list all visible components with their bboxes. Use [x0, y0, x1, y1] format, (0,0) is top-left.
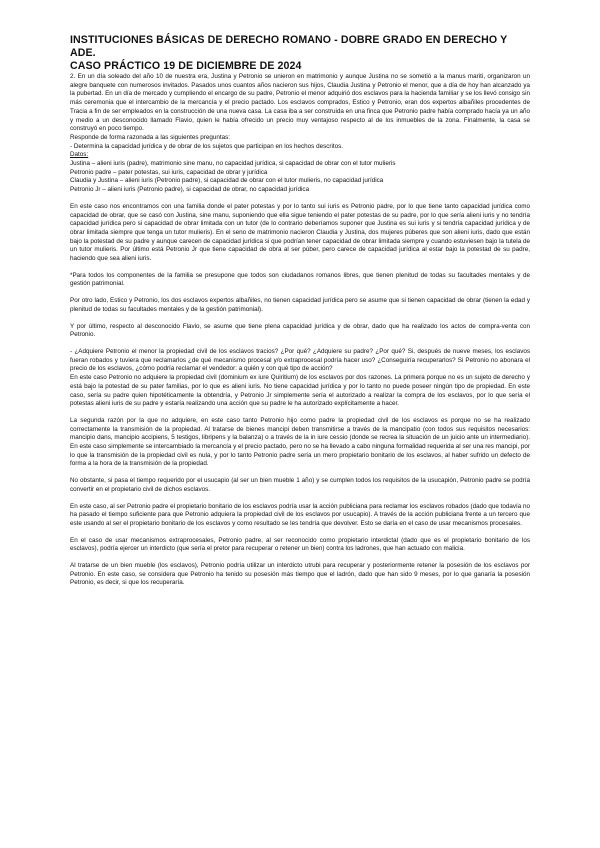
data-item: Claudia y Justina – alieni iuris (Petronio padre), si capacidad de obrar con el tutor mulieris, no capacidad jurídica: [70, 177, 384, 185]
answer-paragraph: En este caso, al ser Petronio padre el propietario bonitario de los esclavos podría usar la acción publiciana para reclamar los esclavos robados (dado que todavía no ha pasado el tiempo suficiente para que Petronio adquiera la propiedad civil de los esclavos por usucapio). A través de la acción publiciana frente a un tercero que este usando al ser el propietario bonitario de los esclavos y como resultado se les tendría que devolver. Esto se daría en el caso de usar mecanismos procesales.: [70, 502, 530, 527]
answer-paragraph: Y por último, respecto al desconocido Flavio, se asume que tiene plena capacidad jurídica y de obrar, dado que ha realizado los actos de compra-venta con Petronio.: [70, 322, 530, 339]
answer-paragraph: La segunda razón por la que no adquiere, en este caso tanto Petronio hijo como padre la propiedad civil de los esclavos es porque no se ha realizado correctamente la transmisión de la propiedad. Al tratarse de bienes mancipi deben transmitirse a través de la mancipatio (con todos sus requisitos necesarios: mancipio dans, mancipio accipiens, 5 testigos, libripens y la balanza) o a través de la in iure cessio (donde se recrea la situación de un juicio ante un intermediario). En este caso simplemente se intercambiado la mercancía y el precio pactado, pero no se ha llevado a cabo ninguna formalidad requerida al ser una res mancipi, por lo que la transmisión de la propiedad civil es nula, y por lo tanto Petronio padre sería un mero propietario bonitario de los esclavos, al haber sufrido un defecto de forma a la hora de la transmisión de la propiedad.: [70, 416, 530, 468]
case-question-1: - Determina la capacidad jurídica y de obrar de los sujetos que participan en los hechos descritos.: [70, 142, 344, 150]
answer-note: *Para todos los componentes de la familia se presupone que todos son ciudadanos romanos libres, que tienen plenitud de todas su facultades mentales y de gestión patrimonial.: [70, 271, 530, 288]
data-item: Justina – alieni iuris (padre), matrimonio sine manu, no capacidad jurídica, si capacidad de obrar con el tutor mulieris: [70, 160, 396, 168]
document-title-line-2: CASO PRÁCTICO 19 DE DICIEMBRE DE 2024: [70, 60, 302, 72]
data-item: Petronio Jr – alieni iuris (Petronio padre), si capacidad de obrar, no capacidad jurídica: [70, 186, 310, 194]
answer-paragraph: En este caso nos encontramos con una familia donde el pater potestas y por lo tanto sui iuris es Petronio padre, por lo que tiene tanto capacidad jurídica como capacidad de obrar, que se casó con Justina, sine manu, suponiendo que ella sigue teniendo el pater potestas de su padre, por lo que sería alieni iuris y no tendría capacidad jurídica pero si capacidad de obrar limitada con un tutor (de lo contrario deberíamos suponer que Justina es sui iuris y si tendría capacidad jurídica y de obrar limitada siempre que tenga un tutor mulieris). En el seno de matrimonio nacieron Claudia y Justina, dos mujeres púberes que son alieni iuris, dado que están bajo la potestad de su padre y aunque carecen de capacidad jurídica si que podrían tener capacidad de obrar limitada siempre y cuando estuviesen bajo la tutela de un tutor mulieris. Por último está Petronio Jr que tiene capacidad de obra al ser púber, pero carece de capacidad jurídica al estar bajo la potestad de su padre, haciendo que sea alieni iuris.: [70, 202, 530, 263]
answer-paragraph: Por otro lado, Estico y Petronio, los dos esclavos expertos albañiles, no tienen capacidad jurídica pero se asume que si tienen capacidad de obrar (tienen la edad y plenitud de todas su facultades mentales y de la gestión patrimonial).: [70, 297, 530, 313]
answer-paragraph: En el caso de usar mecanismos extraprocesales, Petronio padre, al ser reconocido como propietario interdictal (dado que es el propietario bonitario de los esclavos), podría ejercer un interdicto (que sería el pretor para recuperar o retener un bien) contra los ladrones, que han actuado con malicia.: [70, 536, 530, 553]
case-prompt: Responde de forma razonada a las siguientes preguntas:: [70, 133, 230, 141]
answer-paragraph: En este caso Petronio no adquiere la propiedad civil (dominium ex iure Quiritium) de los esclavos por dos razones. La primera porque no es un sujeto de derecho y está bajo la potestad de su pater familias, por lo que es alieni iuris. No tiene capacidad jurídica y por lo tanto no puede poseer ningún tipo de propiedad. En este caso, sería su padre quien hipotéticamente la obtendría, y Petronio Jr simplemente sería el autorizado a realizar la compra de los esclavos, por lo que sería el potestas alieni iuris de su padre y estaría realizando una acción que su padre le ha autorizado explícitamente a hacer.: [70, 374, 530, 408]
data-heading: Datos:: [70, 151, 89, 159]
question-2: - ¿Adquiere Petronio el menor la propiedad civil de los esclavos tracios? ¿Por qué? ¿Adquiere su padre? ¿Por qué? Si, después de nueve meses, los esclavos fueran robados y tuviera que reclamarlos ¿de qué mecanismo procesal y/o extraprocesal podría hacer uso? ¿Conseguiría recuperarlos? Si Petronio no abonara el precio de los esclavos, ¿cómo podría reclamar el vendedor: a quién y con qué tipo de acción?: [70, 347, 530, 373]
case-section: [70, 73, 530, 588]
case-statement: 2. En un día soleado del año 10 de nuestra era, Justina y Petronio se unieron en matrimonio y aunque Justina no se sometió a la manus mariti, organizaron un alegre banquete con numerosos invitados. Pasados unos cuantos años nacieron sus hijos, Claudia Justina y Petronio el menor, que a día de hoy han alcanzado ya la pubertad. En un día de mercado y cumpliendo el encargo de su padre, Petronio el menor adquirió dos esclavos para la hacienda familiar y se los llevó consigo sin más ceremonia que el intercambio de la mercancía y el precio pactado. Los esclavos comprados, Estico y Petronio, eran dos expertos albañiles procedentes de Tracia a fin de ser empleados en la construcción de una nueva casa. La casa iba a ser construida en una finca que Petronio padre había comprado hacía ya un año y medio a un desconocido llamado Flavio, quien le había ofrecido un precio muy ventajoso respecto al de los inmuebles de la zona. Finalmente, la casa se construyó en poco tiempo.: [70, 73, 530, 133]
answer-paragraph: Al tratarse de un bien mueble (los esclavos), Petronio podría utilizar un interdicto utrubi para recuperar y posteriormente retener la posesión de los esclavos por Petronio. En este caso, se considera que Petronio ha tenido su posesión más tiempo que el ladrón, dado que han sido 9 meses, por lo que ganaría la posesión Petronio, es decir, si que los recuperaría.: [70, 562, 530, 587]
data-item: Petronio padre – pater potestas, sui iuris, capacidad de obrar y jurídica: [70, 168, 268, 176]
document-title-line-1: INSTITUCIONES BÁSICAS DE DERECHO ROMANO - DOBRE GRADO EN DERECHO Y ADE.: [70, 34, 508, 59]
answer-paragraph: No obstante, si pasa el tiempo requerido por el usucapio (al ser un bien mueble 1 año) y se cumplen todos los requisitos de la usucapión, Petronio padre se podría convertir en el propietario civil de dichos esclavos.: [70, 477, 530, 493]
